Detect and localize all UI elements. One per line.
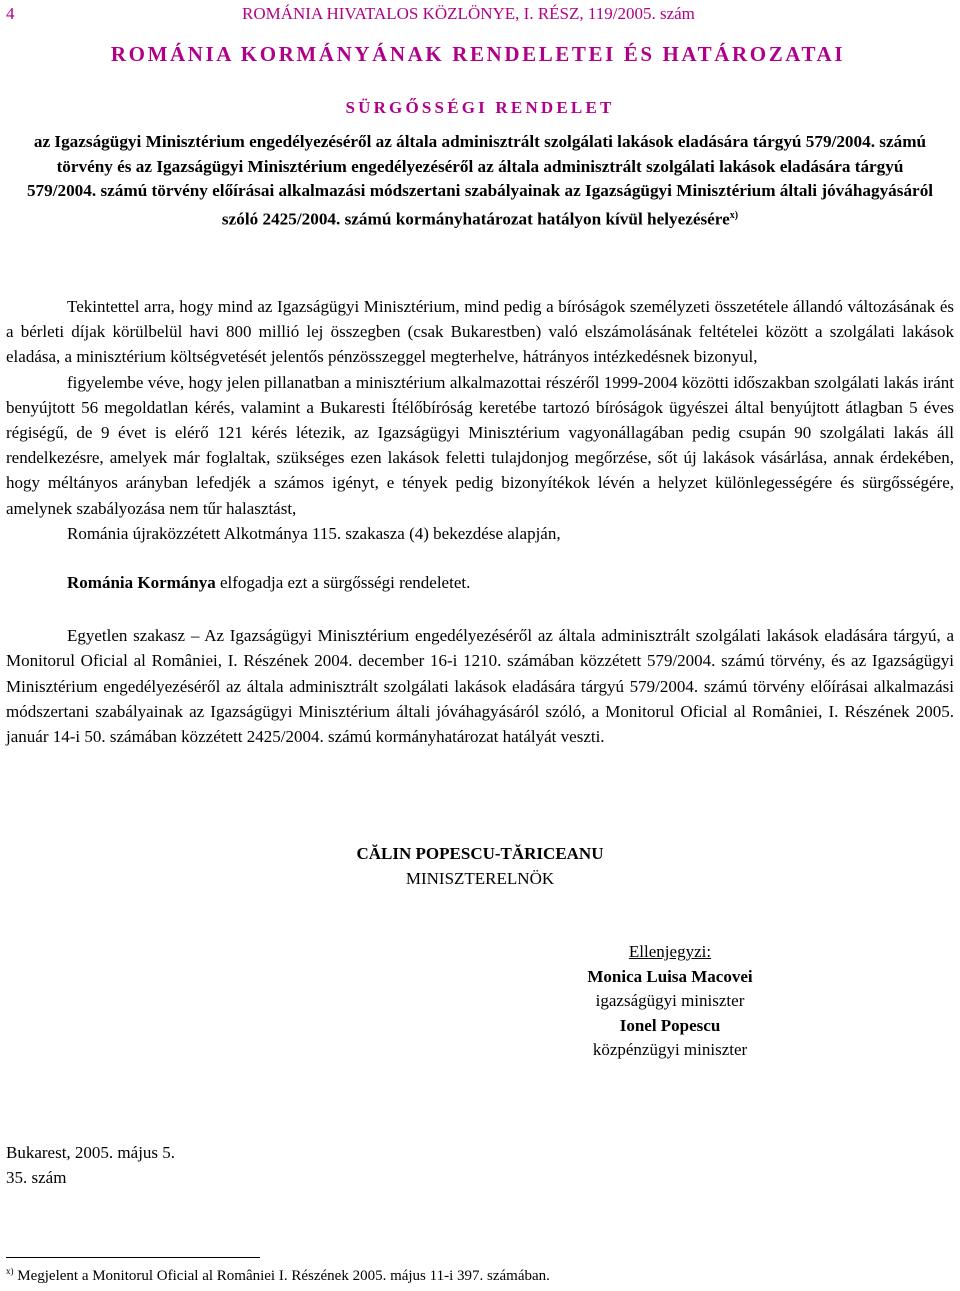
countersigner-role: közpénzügyi miniszter xyxy=(592,1040,748,1059)
document-body xyxy=(6,294,954,749)
section-title: ROMÁNIA KORMÁNYÁNAK RENDELETEI ÉS HATÁROZATAI xyxy=(110,42,846,66)
footnote-divider xyxy=(6,1257,260,1258)
countersignature-heading: Ellenjegyzi: xyxy=(628,942,712,961)
enactment-clause xyxy=(6,570,954,595)
place-and-date-block xyxy=(6,1140,175,1190)
countersignature-block xyxy=(560,940,780,1063)
preamble-paragraph-1: Tekintettel arra, hogy mind az Igazságügyi Minisztérium, mind pedig a bíróságok személyzeti összetétele állandó változásának és a bérleti díjak körülbelül havi 800 millió lej összegben (csak Bukarestben) való elszámolásának feltételei között a szolgálati lakások eladása, a minisztérium költségvetését jelentős pénzösszeggel megterhelve, hátrányos intézkedésnek bizonyul, xyxy=(6,297,954,367)
page-number: 4 xyxy=(6,4,15,23)
running-header xyxy=(6,4,954,26)
countersigner-name: Monica Luisa Macovei xyxy=(587,966,753,986)
place-date: Bukarest, 2005. május 5. xyxy=(6,1143,176,1162)
document-title xyxy=(20,130,940,232)
footnote xyxy=(6,1266,550,1285)
journal-title: ROMÁNIA HIVATALOS KÖZLÖNYE, I. RÉSZ, 119/2005. szám xyxy=(242,4,695,23)
document-number: 35. szám xyxy=(6,1168,67,1187)
countersigner-role: igazságügyi miniszter xyxy=(595,991,745,1010)
article-label: Egyetlen szakasz xyxy=(67,626,186,646)
article-paragraph xyxy=(6,623,954,749)
signatory-role: MINISZTERELNÖK xyxy=(405,868,555,888)
enactment-government: Románia Kormánya xyxy=(67,573,216,593)
footnote-text: Megjelent a Monitorul Oficial al României I. Részének 2005. május 11-i 397. számában. xyxy=(13,1268,550,1284)
document-title-text: az Igazságügyi Minisztérium engedélyezéséről az általa adminisztrált szolgálati lakások eladására tárgyú 579/2004. számú törvény és az Igazságügyi Minisztérium engedélyezéséről az általa adminisztrált szolgálati lakások eladására tárgyú 579/2004. számú törvény előírásai alkalmazási módszertani szabályainak az Igazságügyi Minisztérium általi jóváhagyásáról szóló 2425/2004. számú kormányhatározat hatályon kívül helyezésére xyxy=(26,132,934,229)
article-text: Az Igazságügyi Minisztérium engedélyezéséről az általa adminisztrált szolgálati lakások eladására tárgyú, a Monitorul Oficial al României, I. Részének 2004. december 16-i 1210. számában közzétett 579/2004. számú törvény, és az Igazságügyi Minisztérium engedélyezéséről az általa adminisztrált szolgálati lakások eladására tárgyú 579/2004. számú törvény előírásai alkalmazási módszertani szabályainak az Igazságügyi Minisztérium általi jóváhagyásáról szóló, a Monitorul Oficial al României, I. Részének 2005. január 14-i 50. számában közzétett 2425/2004. számú kormányhatározat hatályát veszti. xyxy=(6,626,955,747)
enactment-text: elfogadja ezt a sürgősségi rendeletet. xyxy=(215,573,471,593)
title-footnote-mark: x) xyxy=(729,209,739,221)
signatory-name: CĂLIN POPESCU-TĂRICEANU xyxy=(356,844,604,863)
article-dash: – xyxy=(185,626,205,646)
signature-block xyxy=(0,842,960,891)
preamble-paragraph-3: Románia újraközzétett Alkotmánya 115. szakasza (4) bekezdése alapján, xyxy=(67,523,561,543)
footnote-mark: x) xyxy=(6,1266,14,1276)
document-kind: SÜRGŐSSÉGI RENDELET xyxy=(345,98,615,117)
preamble-paragraph-2: figyelembe véve, hogy jelen pillanatban a minisztérium alkalmazottai részéről 1999-2004 közötti időszakban szolgálati lakás iránt benyújtott 56 megoldatlan kérés, valamint a Bukaresti Ítélőbíróság keretébe tartozó bíróságok ügyészei által benyújtott átlagban 5 éves régiségű, de 9 évet is elérő 121 kérés létezik, az Igazságügyi Minisztérium vagyonállagában pedig csupán 90 szolgálati lakás áll rendelkezésre, amelyek már foglaltak, szükséges ezen lakások feletti tulajdonjog megőrzése, sőt új lakások vásárlása, annak érdekében, hogy méltányos arányban lefedjék a számos igényt, e tények pedig bizonyítékok lévén a helyzet különlegességére és sürgősségére, amelynek szabályozása nem tűr halasztást, xyxy=(6,372,954,518)
countersigner-name: Ionel Popescu xyxy=(619,1015,721,1035)
